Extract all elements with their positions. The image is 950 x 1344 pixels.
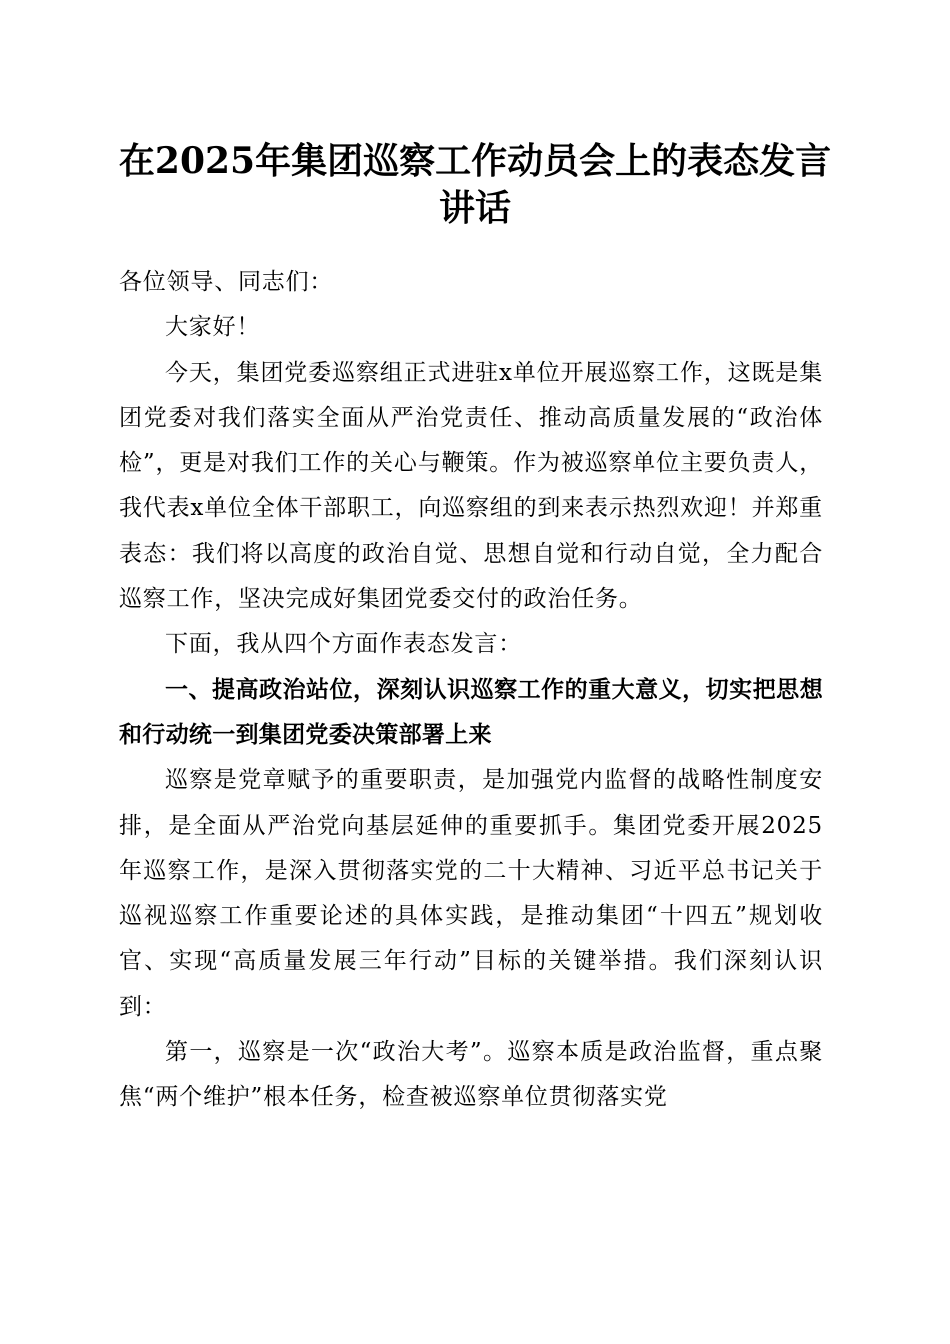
section-heading-1: 一、提高政治站位，深刻认识巡察工作的重大意义，切实把思想和行动统一到集团党委决策部署上来	[119, 676, 823, 748]
paragraph-significance: 巡察是党章赋予的重要职责，是加强党内监督的战略性制度安排，是全面从严治党向基层延伸的重要抓手。集团党委开展2025年巡察工作，是深入贯彻落实党的二十大精神、习近平总书记关于巡视巡察工作重要论述的具体实践，是推动集团“十四五”规划收官、实现“高质量发展三年行动”目标的关键举措。我们深刻认识到：	[119, 767, 823, 1020]
paragraph-first-point: 第一，巡察是一次“政治大考”。巡察本质是政治监督，重点聚焦“两个维护”根本任务，检查被巡察单位贯彻落实党	[119, 1039, 823, 1111]
document-title-line-1: 在2025年集团巡察工作动员会上的表态发言	[118, 140, 832, 182]
paragraph-outline: 下面，我从四个方面作表态发言：	[165, 631, 522, 658]
document-title-line-2: 讲话	[438, 187, 511, 229]
salutation: 各位领导、同志们：	[119, 269, 334, 295]
paragraph-intro: 今天，集团党委巡察组正式进驻x单位开展巡察工作，这既是集团党委对我们落实全面从严治党责任、推动高质量发展的“政治体检”，更是对我们工作的关心与鞭策。作为被巡察单位主要负责人，我代表x单位全体干部职工，向巡察组的到来表示热烈欢迎！并郑重表态：我们将以高度的政治自觉、思想自觉和行动自觉，全力配合巡察工作，坚决完成好集团党委交付的政治任务。	[119, 359, 823, 613]
greeting: 大家好！	[165, 314, 261, 341]
document-body	[119, 260, 823, 1121]
